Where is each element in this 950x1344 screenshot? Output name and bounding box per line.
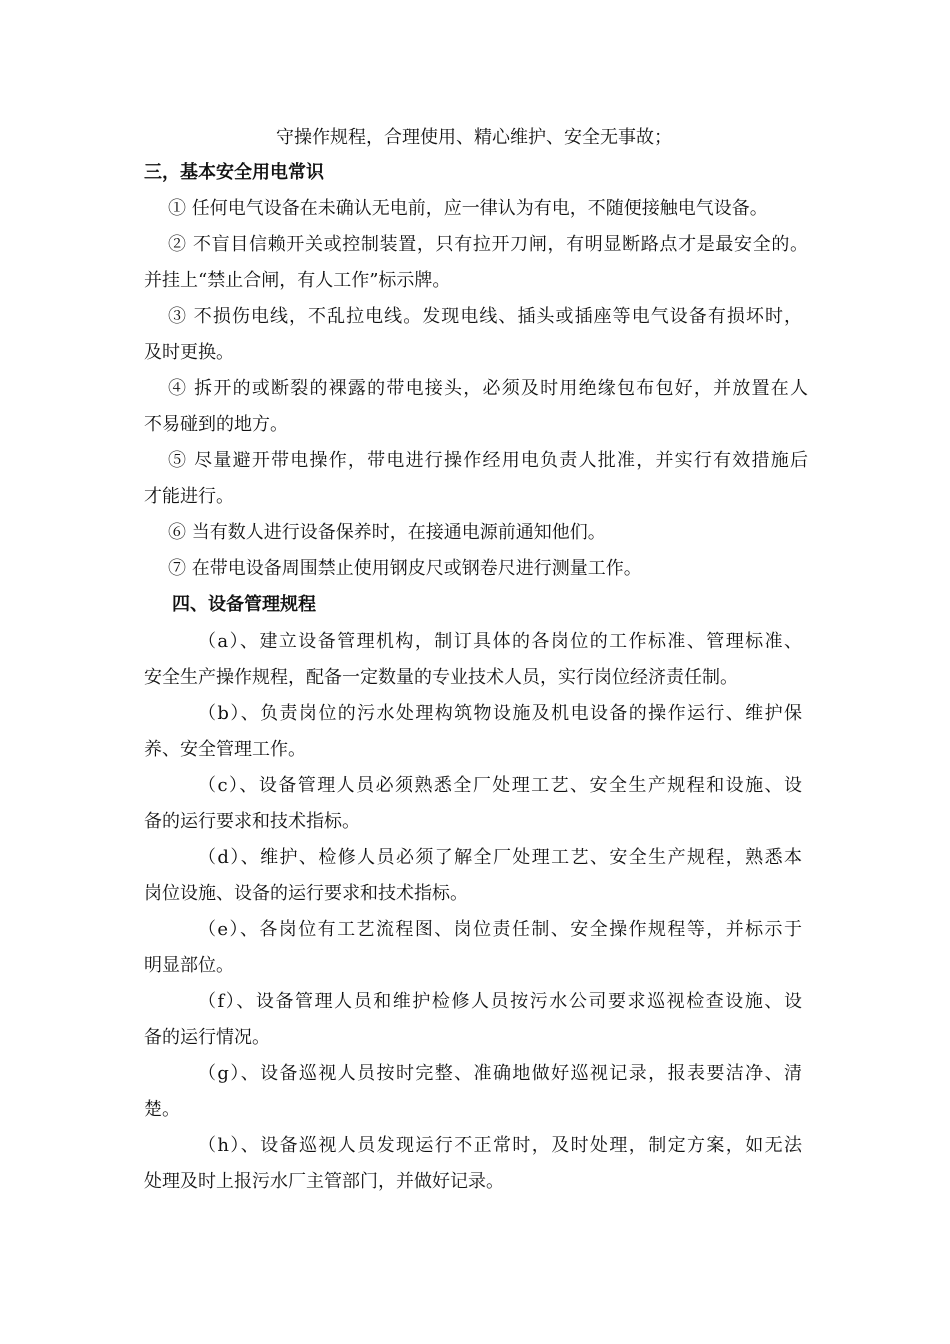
section-3-item-3: ③ 不损伤电线，不乱拉电线。发现电线、插头或插座等电气设备有损坏时，	[168, 306, 802, 327]
section-4-item-h: （h）、设备巡视人员发现运行不正常时，及时处理，制定方案，如无法	[198, 1135, 802, 1156]
section-3-item-6: ⑥ 当有数人进行设备保养时，在接通电源前通知他们。	[168, 522, 606, 543]
section-3-item-4-continued: 不易碰到的地方。	[144, 414, 288, 435]
section-4-item-g-continued: 楚。	[144, 1099, 180, 1120]
section-3-item-5: ⑤ 尽量避开带电操作，带电进行操作经用电负责人批准，并实行有效措施后	[168, 450, 808, 471]
section-4-item-h-continued: 处理及时上报污水厂主管部门，并做好记录。	[144, 1171, 504, 1192]
section-3-item-2: ② 不盲目信赖开关或控制装置，只有拉开刀闸，有明显断路点才是最安全的。	[168, 234, 808, 255]
section-4-item-g: （g）、设备巡视人员按时完整、准确地做好巡视记录，报表要洁净、清	[198, 1063, 802, 1084]
section-4-item-d-continued: 岗位设施、设备的运行要求和技术指标。	[144, 883, 468, 904]
section-3-item-1: ① 任何电气设备在未确认无电前，应一律认为有电，不随便接触电气设备。	[168, 198, 768, 219]
section-3-item-2-continued: 并挂上“禁止合闸，有人工作”标示牌。	[144, 270, 451, 291]
section-4-item-b: （b）、负责岗位的污水处理构筑物设施及机电设备的操作运行、维护保	[198, 703, 802, 724]
section-3-title: 三，基本安全用电常识	[144, 162, 324, 183]
continuation-line: 守操作规程，合理使用、精心维护、安全无事故；	[276, 127, 672, 148]
section-4-item-c: （c）、设备管理人员必须熟悉全厂处理工艺、安全生产规程和设施、设	[198, 775, 802, 796]
section-4-item-e: （e）、各岗位有工艺流程图、岗位责任制、安全操作规程等，并标示于	[198, 919, 802, 940]
section-4-item-c-continued: 备的运行要求和技术指标。	[144, 811, 360, 832]
section-4-item-b-continued: 养、安全管理工作。	[144, 739, 306, 760]
section-4-item-d: （d）、维护、检修人员必须了解全厂处理工艺、安全生产规程，熟悉本	[198, 847, 802, 868]
section-4-item-f: （f）、设备管理人员和维护检修人员按污水公司要求巡视检查设施、设	[198, 991, 802, 1012]
section-3-item-7: ⑦ 在带电设备周围禁止使用钢皮尺或钢卷尺进行测量工作。	[168, 558, 642, 579]
section-4-item-e-continued: 明显部位。	[144, 955, 234, 976]
section-4-item-a-continued: 安全生产操作规程，配备一定数量的专业技术人员，实行岗位经济责任制。	[144, 667, 738, 688]
section-3-item-4: ④ 拆开的或断裂的裸露的带电接头，必须及时用绝缘包布包好，并放置在人	[168, 378, 808, 399]
section-4-title: 四、设备管理规程	[172, 594, 316, 615]
section-4-item-f-continued: 备的运行情况。	[144, 1027, 270, 1048]
section-4-item-a: （a）、建立设备管理机构，制订具体的各岗位的工作标准、管理标准、	[198, 631, 802, 652]
section-3-item-5-continued: 才能进行。	[144, 486, 234, 507]
section-3-item-3-continued: 及时更换。	[144, 342, 234, 363]
